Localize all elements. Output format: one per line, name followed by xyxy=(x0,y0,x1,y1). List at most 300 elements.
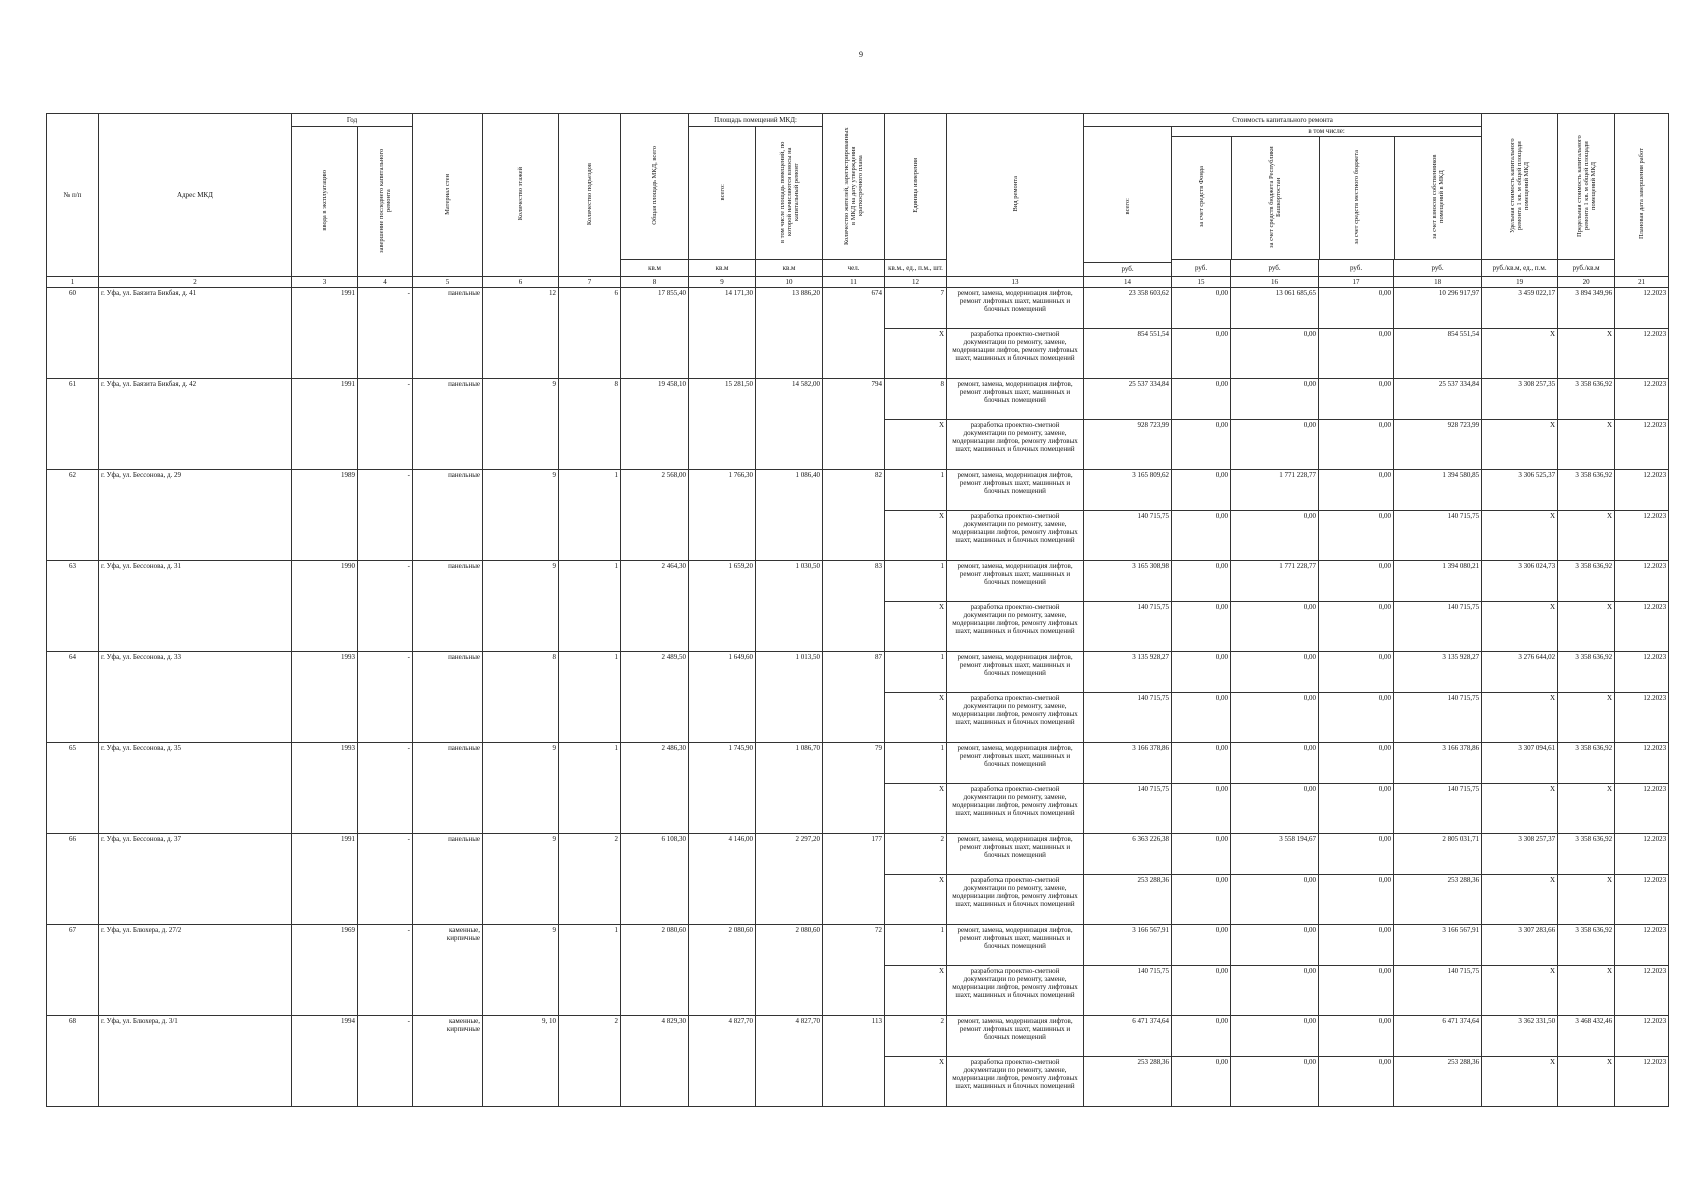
wall-material-cell: панельные xyxy=(413,288,483,379)
year-commission-cell: 1993 xyxy=(292,652,358,743)
deadline-cell: 12.2023 xyxy=(1615,925,1669,966)
work-type-cell: разработка проектно-сметной документации по ремонту, замене, модернизации лифтов, ремонту лифтовых шахт, машинных и блочных помещений xyxy=(947,966,1084,1016)
cost-total-cell: 6 471 374,64 xyxy=(1084,1016,1172,1057)
wall-material-cell: панельные xyxy=(413,470,483,561)
cost-owners-cell: 140 715,75 xyxy=(1394,966,1482,1016)
unit-rub-total: руб. xyxy=(1084,262,1171,276)
deadline-cell: 12.2023 xyxy=(1615,561,1669,602)
entrances-cell: 2 xyxy=(559,834,621,925)
max-cost-cell: X xyxy=(1558,420,1615,470)
deadline-cell: 12.2023 xyxy=(1615,693,1669,743)
cost-owners-cell: 2 805 031,71 xyxy=(1394,834,1482,875)
unit-rub-owners: руб. xyxy=(1394,260,1482,277)
residents-cell: 83 xyxy=(823,561,885,652)
column-number: 6 xyxy=(483,277,559,288)
cost-owners-cell: 3 135 928,27 xyxy=(1394,652,1482,693)
cost-republic-cell: 0,00 xyxy=(1231,1057,1319,1107)
table-row xyxy=(47,834,1669,875)
deadline-cell: 12.2023 xyxy=(1615,966,1669,1016)
unit-cost-cell: 3 306 024,73 xyxy=(1482,561,1558,602)
cost-fund-cell: 0,00 xyxy=(1172,875,1231,925)
max-cost-cell: 3 894 349,96 xyxy=(1558,288,1615,329)
address-cell: г. Уфа, ул. Бессонова, д. 31 xyxy=(99,561,292,652)
floors-cell: 8 xyxy=(483,652,559,743)
floors-cell: 9 xyxy=(483,925,559,1016)
work-type-cell: ремонт, замена, модернизация лифтов, ремонт лифтовых шахт, машинных и блочных помещений xyxy=(947,925,1084,966)
residents-cell: 87 xyxy=(823,652,885,743)
cost-owners-cell: 253 288,36 xyxy=(1394,875,1482,925)
address-cell: г. Уфа, ул. Блюхера, д. 27/2 xyxy=(99,925,292,1016)
cost-total-cell: 3 166 378,86 xyxy=(1084,743,1172,784)
entrances-cell: 1 xyxy=(559,470,621,561)
max-cost-cell: 3 468 432,46 xyxy=(1558,1016,1615,1057)
table-row xyxy=(47,1016,1669,1057)
col-work-type-header: Вид ремонта xyxy=(947,114,1084,277)
work-type-cell: разработка проектно-сметной документации по ремонту, замене, модернизации лифтов, ремонту лифтовых шахт, машинных и блочных помещений xyxy=(947,875,1084,925)
cost-total-cell: 3 165 308,98 xyxy=(1084,561,1172,602)
max-cost-cell: X xyxy=(1558,784,1615,834)
cost-owners-cell: 140 715,75 xyxy=(1394,511,1482,561)
column-number: 2 xyxy=(99,277,292,288)
deadline-cell: 12.2023 xyxy=(1615,1016,1669,1057)
cost-fund-cell: 0,00 xyxy=(1172,743,1231,784)
cost-total-cell: 253 288,36 xyxy=(1084,1057,1172,1107)
column-number: 11 xyxy=(823,277,885,288)
work-type-cell: ремонт, замена, модернизация лифтов, ремонт лифтовых шахт, машинных и блочных помещений xyxy=(947,834,1084,875)
cost-local-cell: 0,00 xyxy=(1319,511,1394,561)
max-cost-cell: 3 358 636,92 xyxy=(1558,925,1615,966)
premises-incl-cell: 1 013,50 xyxy=(756,652,823,743)
work-type-cell: разработка проектно-сметной документации по ремонту, замене, модернизации лифтов, ремонту лифтовых шахт, машинных и блочных помещений xyxy=(947,329,1084,379)
cost-fund-cell: 0,00 xyxy=(1172,925,1231,966)
max-cost-cell: X xyxy=(1558,602,1615,652)
year-commission-cell: 1994 xyxy=(292,1016,358,1107)
table-body xyxy=(47,277,1669,1107)
year-commission-cell: 1991 xyxy=(292,288,358,379)
cost-republic-cell: 0,00 xyxy=(1231,602,1319,652)
year-commission-cell: 1990 xyxy=(292,561,358,652)
wall-material-cell: каменные, кирпичные xyxy=(413,925,483,1016)
col-fund-header: за счет средств Фонда xyxy=(1172,137,1231,259)
cost-republic-cell: 0,00 xyxy=(1231,652,1319,693)
cost-owners-cell: 140 715,75 xyxy=(1394,784,1482,834)
cost-local-cell: 0,00 xyxy=(1319,1057,1394,1107)
deadline-cell: 12.2023 xyxy=(1615,784,1669,834)
cost-local-cell: 0,00 xyxy=(1319,379,1394,420)
cost-republic-cell: 13 061 685,65 xyxy=(1231,288,1319,329)
max-cost-cell: 3 358 636,92 xyxy=(1558,470,1615,511)
quantity-cell: X xyxy=(885,329,947,379)
col-premises-total-header: всего: xyxy=(689,127,756,260)
row-number: 62 xyxy=(47,470,99,561)
cost-total-cell: 6 363 226,38 xyxy=(1084,834,1172,875)
column-number: 13 xyxy=(947,277,1084,288)
quantity-cell: 1 xyxy=(885,652,947,693)
premises-area-cell: 4 146,00 xyxy=(689,834,756,925)
year-commission-cell: 1969 xyxy=(292,925,358,1016)
cost-total-cell: 3 166 567,91 xyxy=(1084,925,1172,966)
wall-material-cell: панельные xyxy=(413,834,483,925)
max-cost-cell: 3 358 636,92 xyxy=(1558,379,1615,420)
address-cell: г. Уфа, ул. Бессонова, д. 29 xyxy=(99,470,292,561)
col-residents-header: Количество жителей, зарегистрированных в МКД на дату утверждения краткосрочного плана xyxy=(823,114,885,260)
work-type-cell: ремонт, замена, модернизация лифтов, ремонт лифтовых шахт, машинных и блочных помещений xyxy=(947,379,1084,420)
unit-area-premises: кв.м xyxy=(689,260,756,277)
cost-fund-cell: 0,00 xyxy=(1172,288,1231,329)
premises-area-cell: 15 281,50 xyxy=(689,379,756,470)
col-republic-header: за счет средств бюджета Республики Башкортостан xyxy=(1231,137,1319,259)
column-number: 8 xyxy=(621,277,689,288)
col-entrances-header: Количество подъездов xyxy=(559,114,621,277)
quantity-cell: 8 xyxy=(885,379,947,420)
residents-cell: 82 xyxy=(823,470,885,561)
total-area-cell: 2 080,60 xyxy=(621,925,689,1016)
max-cost-cell: X xyxy=(1558,875,1615,925)
wall-material-cell: панельные xyxy=(413,561,483,652)
floors-cell: 9 xyxy=(483,561,559,652)
quantity-cell: X xyxy=(885,602,947,652)
total-area-cell: 2 486,30 xyxy=(621,743,689,834)
residents-cell: 794 xyxy=(823,379,885,470)
floors-cell: 9, 10 xyxy=(483,1016,559,1107)
total-area-cell: 4 829,30 xyxy=(621,1016,689,1107)
premises-area-cell: 14 171,30 xyxy=(689,288,756,379)
premises-area-cell: 1 649,60 xyxy=(689,652,756,743)
cost-republic-cell: 0,00 xyxy=(1231,420,1319,470)
quantity-cell: X xyxy=(885,693,947,743)
unit-cost-cell: 3 362 331,50 xyxy=(1482,1016,1558,1057)
unit-cost-cell: X xyxy=(1482,693,1558,743)
max-cost-cell: 3 358 636,92 xyxy=(1558,834,1615,875)
cost-owners-cell: 6 471 374,64 xyxy=(1394,1016,1482,1057)
premises-area-cell: 1 745,90 xyxy=(689,743,756,834)
cost-republic-cell: 3 558 194,67 xyxy=(1231,834,1319,875)
cost-total-cell: 140 715,75 xyxy=(1084,966,1172,1016)
work-type-cell: ремонт, замена, модернизация лифтов, ремонт лифтовых шахт, машинных и блочных помещений xyxy=(947,743,1084,784)
cost-local-cell: 0,00 xyxy=(1319,875,1394,925)
column-number: 10 xyxy=(756,277,823,288)
col-total-area-header: Общая площадь МКД, всего xyxy=(621,114,689,260)
year-last-repair-cell: - xyxy=(358,652,413,743)
premises-incl-cell: 1 086,40 xyxy=(756,470,823,561)
cost-owners-cell: 3 166 567,91 xyxy=(1394,925,1482,966)
col-unit-header: Единица измерения xyxy=(885,114,947,260)
cost-republic-cell: 0,00 xyxy=(1231,925,1319,966)
unit-cost-cell: 3 307 094,61 xyxy=(1482,743,1558,784)
column-number: 19 xyxy=(1482,277,1558,288)
cost-republic-cell: 0,00 xyxy=(1231,784,1319,834)
cost-republic-cell: 0,00 xyxy=(1231,1016,1319,1057)
year-last-repair-cell: - xyxy=(358,834,413,925)
cost-owners-cell: 253 288,36 xyxy=(1394,1057,1482,1107)
work-type-cell: ремонт, замена, модернизация лифтов, ремонт лифтовых шахт, машинных и блочных помещений xyxy=(947,470,1084,511)
year-last-repair-cell: - xyxy=(358,1016,413,1107)
address-cell: г. Уфа, ул. Баязита Бикбая, д. 42 xyxy=(99,379,292,470)
entrances-cell: 1 xyxy=(559,743,621,834)
row-number: 66 xyxy=(47,834,99,925)
cost-owners-cell: 140 715,75 xyxy=(1394,693,1482,743)
entrances-cell: 1 xyxy=(559,925,621,1016)
deadline-cell: 12.2023 xyxy=(1615,511,1669,561)
cost-local-cell: 0,00 xyxy=(1319,834,1394,875)
year-last-repair-cell: - xyxy=(358,561,413,652)
row-number: 67 xyxy=(47,925,99,1016)
premises-area-cell: 4 827,70 xyxy=(689,1016,756,1107)
total-area-cell: 2 464,30 xyxy=(621,561,689,652)
col-year-group-header: Год xyxy=(292,114,413,127)
incl-subheader xyxy=(1172,137,1482,259)
floors-cell: 12 xyxy=(483,288,559,379)
cost-republic-cell: 0,00 xyxy=(1231,875,1319,925)
col-unit-cost-header: Удельная стоимость капитального ремонта 1 кв. м общей площади помещений МКД xyxy=(1482,114,1558,260)
unit-rub-fund: руб. xyxy=(1172,260,1231,277)
row-number: 68 xyxy=(47,1016,99,1107)
col-num-header: № п/п xyxy=(47,114,99,277)
col-max-cost-header: Предельная стоимость капитального ремонта 1 кв. м общей площади помещений МКД xyxy=(1558,114,1615,260)
cost-total-cell: 928 723,99 xyxy=(1084,420,1172,470)
cost-republic-cell: 1 771 228,77 xyxy=(1231,470,1319,511)
total-area-cell: 19 458,10 xyxy=(621,379,689,470)
cost-local-cell: 0,00 xyxy=(1319,966,1394,1016)
cost-republic-cell: 0,00 xyxy=(1231,693,1319,743)
unit-cost-cell: X xyxy=(1482,602,1558,652)
col-year-last-repair-header: завершение последнего капитального ремонта xyxy=(358,127,413,277)
wall-material-cell: каменные, кирпичные xyxy=(413,1016,483,1107)
cost-fund-cell: 0,00 xyxy=(1172,511,1231,561)
quantity-cell: 2 xyxy=(885,1016,947,1057)
floors-cell: 9 xyxy=(483,834,559,925)
cost-republic-cell: 0,00 xyxy=(1231,379,1319,420)
column-number: 16 xyxy=(1231,277,1319,288)
premises-area-cell: 2 080,60 xyxy=(689,925,756,1016)
premises-incl-cell: 4 827,70 xyxy=(756,1016,823,1107)
page-number: 9 xyxy=(859,50,863,59)
deadline-cell: 12.2023 xyxy=(1615,288,1669,329)
unit-cost-cell: 3 276 644,02 xyxy=(1482,652,1558,693)
cost-total-cell: 140 715,75 xyxy=(1084,511,1172,561)
work-type-cell: ремонт, замена, модернизация лифтов, ремонт лифтовых шахт, машинных и блочных помещений xyxy=(947,288,1084,329)
cost-local-cell: 0,00 xyxy=(1319,420,1394,470)
year-last-repair-cell: - xyxy=(358,743,413,834)
premises-incl-cell: 14 582,00 xyxy=(756,379,823,470)
quantity-cell: 1 xyxy=(885,743,947,784)
unit-measure: кв.м., ед., п.м., шт. xyxy=(885,260,947,277)
row-number: 63 xyxy=(47,561,99,652)
quantity-cell: X xyxy=(885,1057,947,1107)
deadline-cell: 12.2023 xyxy=(1615,379,1669,420)
year-last-repair-cell: - xyxy=(358,470,413,561)
cost-total-cell: 253 288,36 xyxy=(1084,875,1172,925)
cost-total-cell: 23 358 603,62 xyxy=(1084,288,1172,329)
year-commission-cell: 1989 xyxy=(292,470,358,561)
row-number: 65 xyxy=(47,743,99,834)
incl-group-label: в том числе: xyxy=(1172,127,1481,137)
cost-local-cell: 0,00 xyxy=(1319,470,1394,511)
cost-total-cell: 140 715,75 xyxy=(1084,784,1172,834)
row-number: 61 xyxy=(47,379,99,470)
cost-fund-cell: 0,00 xyxy=(1172,329,1231,379)
unit-rub-local: руб. xyxy=(1319,260,1394,277)
cost-total-cell: 140 715,75 xyxy=(1084,602,1172,652)
quantity-cell: 1 xyxy=(885,561,947,602)
residents-cell: 72 xyxy=(823,925,885,1016)
wall-material-cell: панельные xyxy=(413,379,483,470)
col-local-header: за счет средств местного бюджета xyxy=(1319,137,1394,259)
cost-owners-cell: 25 537 334,84 xyxy=(1394,379,1482,420)
premises-incl-cell: 13 886,20 xyxy=(756,288,823,379)
col-cost-group-header: Стоимость капитального ремонта xyxy=(1084,114,1482,127)
residents-cell: 79 xyxy=(823,743,885,834)
cost-local-cell: 0,00 xyxy=(1319,329,1394,379)
unit-cost-cell: 3 308 257,35 xyxy=(1482,379,1558,420)
cost-fund-cell: 0,00 xyxy=(1172,379,1231,420)
cost-local-cell: 0,00 xyxy=(1319,1016,1394,1057)
column-number: 7 xyxy=(559,277,621,288)
unit-area-total: кв.м xyxy=(621,260,689,277)
column-number: 14 xyxy=(1084,277,1172,288)
work-type-cell: ремонт, замена, модернизация лифтов, ремонт лифтовых шахт, машинных и блочных помещений xyxy=(947,561,1084,602)
work-type-cell: разработка проектно-сметной документации по ремонту, замене, модернизации лифтов, ремонту лифтовых шахт, машинных и блочных помещений xyxy=(947,511,1084,561)
table-header xyxy=(47,114,1669,277)
column-number: 1 xyxy=(47,277,99,288)
work-type-cell: разработка проектно-сметной документации по ремонту, замене, модернизации лифтов, ремонту лифтовых шахт, машинных и блочных помещений xyxy=(947,1057,1084,1107)
column-number: 4 xyxy=(358,277,413,288)
premises-incl-cell: 1 086,70 xyxy=(756,743,823,834)
quantity-cell: X xyxy=(885,420,947,470)
max-cost-cell: X xyxy=(1558,693,1615,743)
cost-fund-cell: 0,00 xyxy=(1172,470,1231,511)
entrances-cell: 8 xyxy=(559,379,621,470)
premises-area-cell: 1 766,30 xyxy=(689,470,756,561)
cost-owners-cell: 140 715,75 xyxy=(1394,602,1482,652)
column-number: 5 xyxy=(413,277,483,288)
deadline-cell: 12.2023 xyxy=(1615,834,1669,875)
max-cost-cell: X xyxy=(1558,511,1615,561)
deadline-cell: 12.2023 xyxy=(1615,652,1669,693)
address-cell: г. Уфа, ул. Бессонова, д. 37 xyxy=(99,834,292,925)
table-row xyxy=(47,743,1669,784)
unit-cost-cell: X xyxy=(1482,784,1558,834)
work-type-cell: ремонт, замена, модернизация лифтов, ремонт лифтовых шахт, машинных и блочных помещений xyxy=(947,1016,1084,1057)
unit-cost-cell: X xyxy=(1482,966,1558,1016)
cost-total-cell: 854 551,54 xyxy=(1084,329,1172,379)
table-row xyxy=(47,288,1669,329)
unit-cost-cell: 3 308 257,37 xyxy=(1482,834,1558,875)
unit-rub-republic: руб. xyxy=(1231,260,1319,277)
cost-fund-cell: 0,00 xyxy=(1172,966,1231,1016)
column-number: 17 xyxy=(1319,277,1394,288)
quantity-cell: X xyxy=(885,875,947,925)
quantity-cell: X xyxy=(885,966,947,1016)
entrances-cell: 1 xyxy=(559,561,621,652)
table-row xyxy=(47,652,1669,693)
col-incl-group-header xyxy=(1172,127,1482,260)
cost-republic-cell: 0,00 xyxy=(1231,966,1319,1016)
row-number: 60 xyxy=(47,288,99,379)
cost-owners-cell: 1 394 580,85 xyxy=(1394,470,1482,511)
column-number: 12 xyxy=(885,277,947,288)
col-premises-incl-header: в том числе площадь помещений, по которой начисляются взносы на капитальный ремонт xyxy=(756,127,823,260)
premises-incl-cell: 1 030,50 xyxy=(756,561,823,652)
column-number: 21 xyxy=(1615,277,1669,288)
cost-local-cell: 0,00 xyxy=(1319,602,1394,652)
column-number: 20 xyxy=(1558,277,1615,288)
cost-republic-cell: 1 771 228,77 xyxy=(1231,561,1319,602)
max-cost-cell: X xyxy=(1558,1057,1615,1107)
cost-fund-cell: 0,00 xyxy=(1172,784,1231,834)
deadline-cell: 12.2023 xyxy=(1615,743,1669,784)
wall-material-cell: панельные xyxy=(413,652,483,743)
unit-cost-cell: X xyxy=(1482,1057,1558,1107)
cost-fund-cell: 0,00 xyxy=(1172,602,1231,652)
unit-cost-cell: 3 459 022,17 xyxy=(1482,288,1558,329)
col-address-header: Адрес МКД xyxy=(99,114,292,277)
quantity-cell: 2 xyxy=(885,834,947,875)
residents-cell: 113 xyxy=(823,1016,885,1107)
cost-owners-cell: 3 166 378,86 xyxy=(1394,743,1482,784)
cost-owners-cell: 928 723,99 xyxy=(1394,420,1482,470)
deadline-cell: 12.2023 xyxy=(1615,420,1669,470)
year-commission-cell: 1991 xyxy=(292,379,358,470)
quantity-cell: 1 xyxy=(885,925,947,966)
floors-cell: 9 xyxy=(483,379,559,470)
column-number: 15 xyxy=(1172,277,1231,288)
row-number: 64 xyxy=(47,652,99,743)
year-last-repair-cell: - xyxy=(358,288,413,379)
column-number: 18 xyxy=(1394,277,1482,288)
total-area-cell: 6 108,30 xyxy=(621,834,689,925)
premises-area-cell: 1 659,20 xyxy=(689,561,756,652)
cost-republic-cell: 0,00 xyxy=(1231,743,1319,784)
address-cell: г. Уфа, ул. Баязита Бикбая, д. 41 xyxy=(99,288,292,379)
cost-owners-cell: 854 551,54 xyxy=(1394,329,1482,379)
table-row xyxy=(47,379,1669,420)
quantity-cell: 7 xyxy=(885,288,947,329)
unit-rub-per-unit: руб./кв.м, ед., п.м. xyxy=(1482,260,1558,277)
cost-fund-cell: 0,00 xyxy=(1172,561,1231,602)
table-row xyxy=(47,470,1669,511)
column-number: 3 xyxy=(292,277,358,288)
table-row xyxy=(47,561,1669,602)
year-commission-cell: 1993 xyxy=(292,743,358,834)
max-cost-cell: 3 358 636,92 xyxy=(1558,561,1615,602)
entrances-cell: 6 xyxy=(559,288,621,379)
total-area-cell: 2 489,50 xyxy=(621,652,689,743)
repair-plan-table xyxy=(46,113,1669,1107)
unit-cost-cell: X xyxy=(1482,420,1558,470)
address-cell: г. Уфа, ул. Бессонова, д. 33 xyxy=(99,652,292,743)
quantity-cell: X xyxy=(885,784,947,834)
year-commission-cell: 1991 xyxy=(292,834,358,925)
quantity-cell: 1 xyxy=(885,470,947,511)
year-last-repair-cell: - xyxy=(358,925,413,1016)
cost-fund-cell: 0,00 xyxy=(1172,693,1231,743)
unit-cost-cell: X xyxy=(1482,875,1558,925)
work-type-cell: разработка проектно-сметной документации по ремонту, замене, модернизации лифтов, ремонту лифтовых шахт, машинных и блочных помещений xyxy=(947,784,1084,834)
max-cost-cell: 3 358 636,92 xyxy=(1558,652,1615,693)
cost-total-cell: 140 715,75 xyxy=(1084,693,1172,743)
deadline-cell: 12.2023 xyxy=(1615,1057,1669,1107)
unit-people: чел. xyxy=(823,260,885,277)
cost-fund-cell: 0,00 xyxy=(1172,1057,1231,1107)
work-type-cell: ремонт, замена, модернизация лифтов, ремонт лифтовых шахт, машинных и блочных помещений xyxy=(947,652,1084,693)
unit-cost-cell: 3 306 525,37 xyxy=(1482,470,1558,511)
premises-incl-cell: 2 297,20 xyxy=(756,834,823,925)
year-last-repair-cell: - xyxy=(358,379,413,470)
cost-local-cell: 0,00 xyxy=(1319,693,1394,743)
work-type-cell: разработка проектно-сметной документации по ремонту, замене, модернизации лифтов, ремонту лифтовых шахт, машинных и блочных помещений xyxy=(947,420,1084,470)
deadline-cell: 12.2023 xyxy=(1615,329,1669,379)
